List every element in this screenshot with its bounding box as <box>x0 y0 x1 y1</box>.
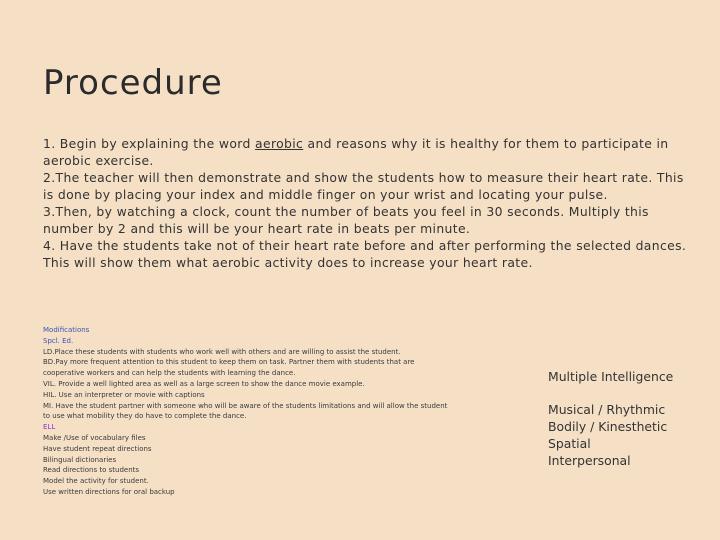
slide-title: Procedure <box>43 63 223 103</box>
procedure-steps <box>43 135 693 271</box>
modifications-section <box>43 325 448 498</box>
modifications-heading: Modifications <box>43 326 90 334</box>
procedure-step-3: 3.Then, by watching a clock, count the number of beats you feel in 30 seconds. Multiply this number by 2 and this will be your heart rate in beats per minute. <box>43 204 649 236</box>
multiple-intelligence-heading: Multiple Intelligence <box>548 369 674 384</box>
procedure-step-2: 2.The teacher will then demonstrate and show the students how to measure their heart rate. This is done by placing your index and middle finger on your wrist and locating your pulse. <box>43 170 684 202</box>
ell-item: Use written directions for oral backup <box>43 487 175 496</box>
step-1-term: aerobic <box>255 136 304 151</box>
intelligence-item: Bodily / Kinesthetic <box>548 419 668 434</box>
intelligence-item: Interpersonal <box>548 453 631 468</box>
modification-item: HIL. Use an interpreter or movie with captions <box>43 390 205 399</box>
multiple-intelligence-section <box>548 368 713 469</box>
ell-item: Have student repeat directions <box>43 444 152 453</box>
procedure-step-1 <box>43 135 693 169</box>
ell-item: Model the activity for student. <box>43 477 149 486</box>
modification-item: BD.Pay more frequent attention to this student to keep them on task. Partner them with students that are cooperative workers and can help the students with learning the dance. <box>43 358 415 378</box>
modification-item: LD.Place these students with students who work well with others and are willing to assist the student. <box>43 347 401 356</box>
modification-item: VIL. Provide a well lighted area as well as a large screen to show the dance movie example. <box>43 379 365 388</box>
ell-heading: ELL <box>43 423 56 432</box>
ell-item: Read directions to students <box>43 466 140 475</box>
step-1-rest: and reasons why it is healthy for them to participate in aerobic exercise. <box>43 136 669 168</box>
procedure-step-4: 4. Have the students take not of their heart rate before and after performing the selected dances. This will show them what aerobic activity does to increase your heart rate. <box>43 238 687 270</box>
ell-item: Bilingual dictionaries <box>43 455 117 464</box>
modification-item: MI. Have the student partner with someone who will be aware of the students limitations and will allow the student to use what mobility they do have to complete the dance. <box>43 401 448 421</box>
intelligence-item: Spatial <box>548 436 591 451</box>
step-1-intro: 1. Begin by explaining the word <box>43 136 256 151</box>
ell-item: Make /Use of vocabulary files <box>43 433 146 442</box>
spcl-ed-heading: Spcl. Ed. <box>43 336 74 345</box>
intelligence-item: Musical / Rhythmic <box>548 402 666 417</box>
